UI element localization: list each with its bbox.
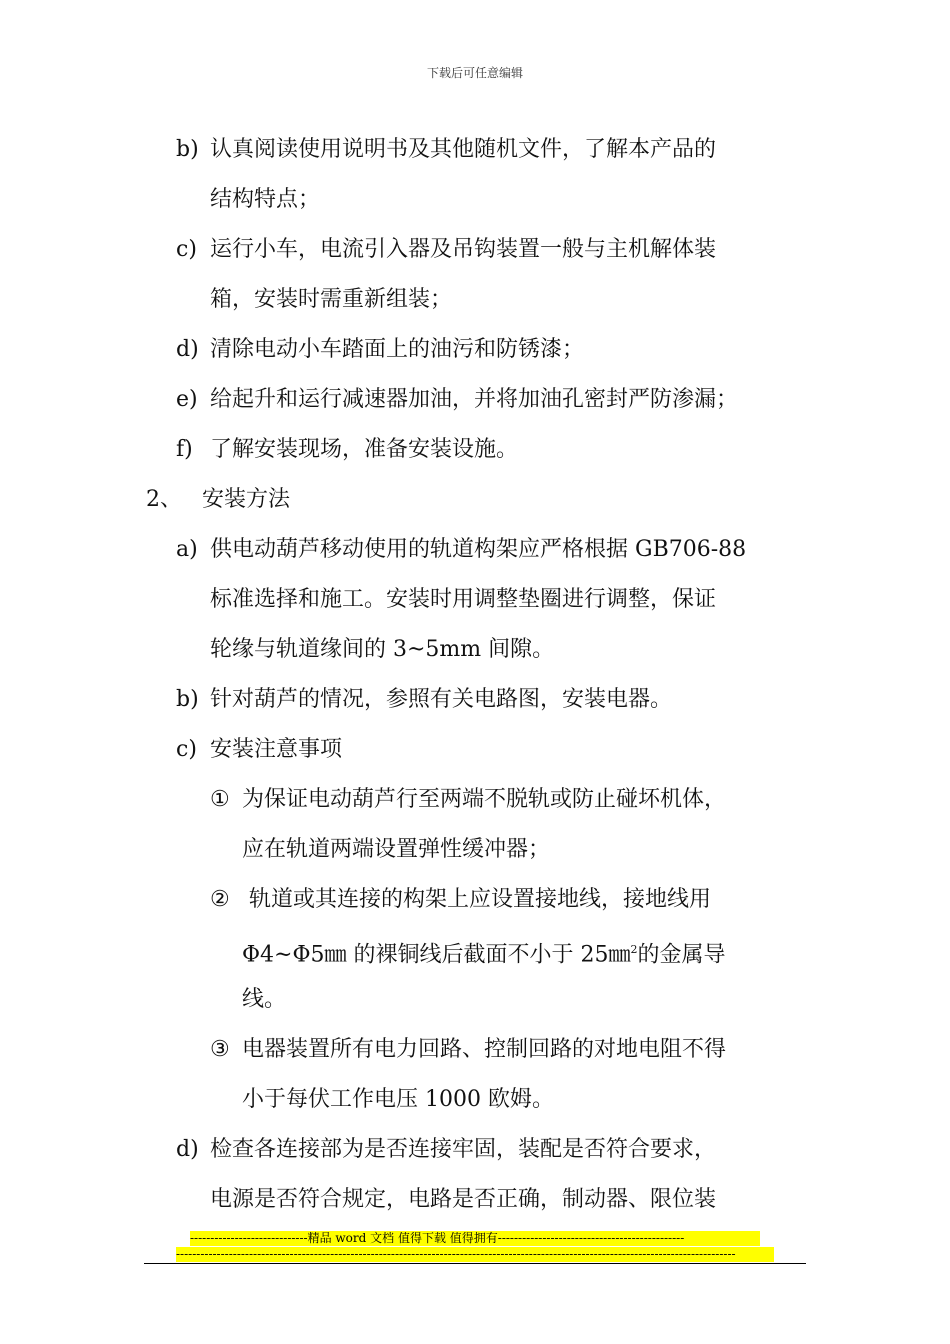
item-label: c) <box>176 237 197 262</box>
section-title: 安装方法 <box>202 487 291 512</box>
item-text: 检查各连接部为是否连接牢固，装配是否符合要求， <box>210 1137 717 1162</box>
item-text: 认真阅读使用说明书及其他随机文件，了解本产品的 <box>210 137 717 162</box>
note-continuation: 应在轨道两端设置弹性缓冲器； <box>242 837 551 862</box>
item-text: 安装注意事项 <box>210 737 343 762</box>
note-continuation <box>242 934 726 971</box>
item-label: c) <box>176 737 197 762</box>
note-text: 轨道或其连接的构架上应设置接地线，接地线用 <box>242 887 711 912</box>
item-continuation: 箱，安装时需重新组装； <box>210 287 453 312</box>
item-label: b) <box>176 137 199 162</box>
list-item <box>176 684 672 716</box>
item-label: f) <box>176 437 193 462</box>
note-mark: ② <box>210 887 230 912</box>
section-heading <box>146 484 290 516</box>
note-text: 为保证电动葫芦行至两端不脱轨或防止碰坏机体， <box>242 787 727 812</box>
item-text: 给起升和运行减速器加油，并将加油孔密封严防渗漏； <box>210 387 739 412</box>
list-item <box>176 434 518 466</box>
item-continuation: 轮缘与轨道缘间的 3~5mm 间隙。 <box>210 637 555 662</box>
superscript: 2 <box>630 943 638 956</box>
section-number: 2、 <box>146 487 182 512</box>
list-item <box>176 1134 716 1166</box>
item-text: 供电动葫芦移动使用的轨道构架应严格根据 GB706-88 <box>210 537 747 562</box>
footer-rule <box>144 1263 806 1264</box>
list-item <box>176 334 584 366</box>
list-item <box>176 134 716 166</box>
note-cont-post: 的金属导 <box>637 942 726 968</box>
list-item <box>176 384 738 416</box>
item-label: d) <box>176 337 199 362</box>
item-text: 针对葫芦的情况，参照有关电路图，安装电器。 <box>210 687 673 712</box>
note-cont-pre: Φ4~Φ5㎜ 的裸铜线后截面不小于 25㎜ <box>242 942 631 968</box>
item-text: 运行小车，电流引入器及吊钩装置一般与主机解体装 <box>210 237 717 262</box>
item-text: 了解安装现场，准备安装设施。 <box>210 437 519 462</box>
item-label: b) <box>176 687 199 712</box>
note-item <box>210 884 711 916</box>
note-item <box>210 784 726 816</box>
item-label: d) <box>176 1137 199 1162</box>
page-header: 下载后可任意编辑 <box>426 66 523 80</box>
item-continuation: 结构特点； <box>210 187 321 212</box>
item-continuation: 标准选择和施工。安装时用调整垫圈进行调整，保证 <box>210 587 717 612</box>
note-continuation: 小于每伏工作电压 1000 欧姆。 <box>242 1087 554 1112</box>
note-mark: ③ <box>210 1037 230 1062</box>
footer-banner: -----------------------------精品 word 文档 值得下载 值得拥有---------------------------------------------- <box>190 1231 760 1246</box>
note-text: 电器装置所有电力回路、控制回路的对地电阻不得 <box>242 1037 727 1062</box>
list-item <box>176 534 746 566</box>
item-label: e) <box>176 387 198 412</box>
note-item <box>210 1034 726 1066</box>
item-text: 清除电动小车踏面上的油污和防锈漆； <box>210 337 585 362</box>
note-mark: ① <box>210 787 230 812</box>
item-label: a) <box>176 537 198 562</box>
list-item <box>176 234 716 266</box>
note-continuation: 线。 <box>242 987 287 1012</box>
list-item <box>176 734 342 766</box>
item-continuation: 电源是否符合规定，电路是否正确，制动器、限位装 <box>210 1187 717 1212</box>
footer-dashes: ------------------------------------------------------------------------------------------------------------------------------------------ <box>176 1247 774 1262</box>
